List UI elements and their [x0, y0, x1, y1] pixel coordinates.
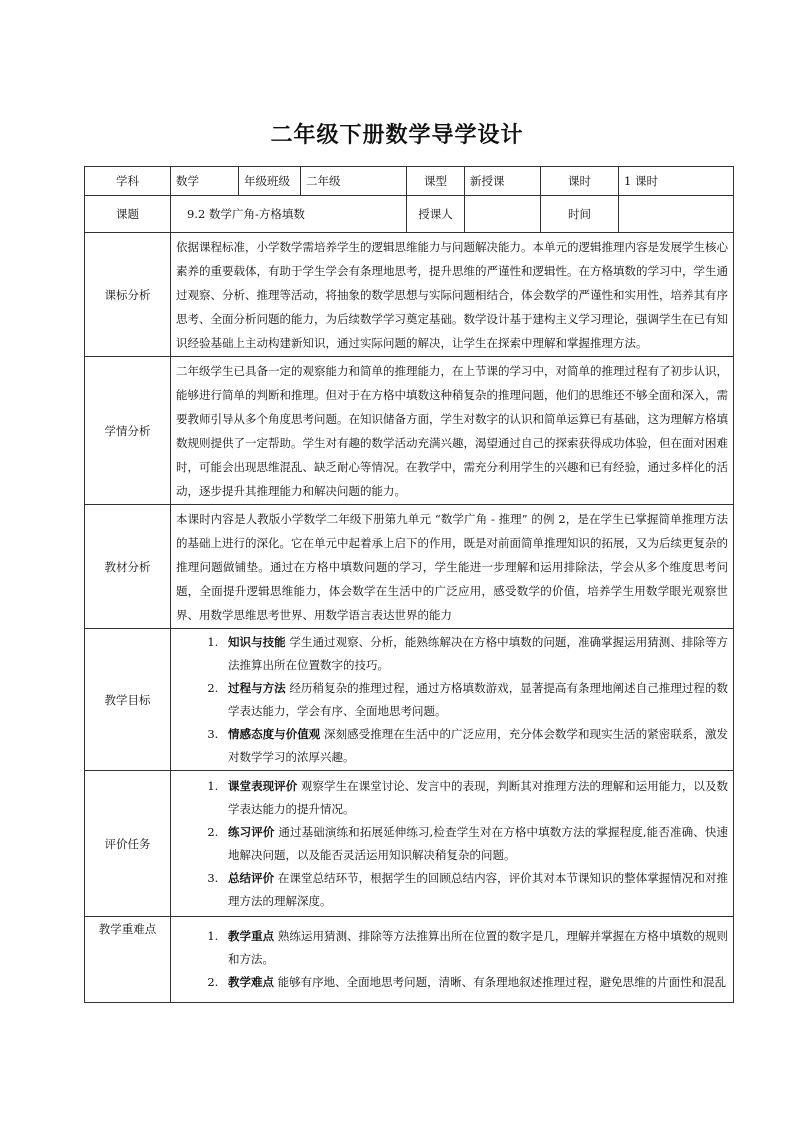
curriculum-row [85, 233, 734, 357]
item-heading: 知识与技能 [228, 634, 286, 649]
list-item [222, 775, 728, 821]
subject-value: 数学 [171, 167, 239, 196]
list-item [222, 677, 728, 723]
item-text: 学生通过观察、分析，能熟练解决在方格中填数的问题，准确掌握运用猜测、排除等方法推算出所在位置数字的技巧。 [228, 634, 728, 672]
list-item [222, 631, 728, 677]
objectives-row [85, 629, 734, 771]
info-row-1 [85, 167, 734, 196]
lesson-type-value: 新授课 [465, 167, 541, 196]
list-item [222, 821, 728, 867]
objectives-label: 教学目标 [85, 629, 171, 771]
item-text: 能够有序地、全面地思考问题，清晰、有条理地叙述推理过程，避免思维的片面性和混乱 [274, 975, 727, 989]
item-text: 经历稍复杂的推理过程，通过方格填数游戏，显著提高有条理地阐述自己推理过程的数学表达能力，学会有序、全面地思考问题。 [228, 680, 728, 718]
list-item [222, 925, 728, 971]
keypoints-list [176, 925, 728, 994]
item-heading: 总结评价 [228, 870, 275, 885]
class-hours-value: 1 课时 [619, 167, 734, 196]
evaluation-cell [171, 771, 734, 917]
item-heading: 课堂表现评价 [228, 778, 298, 793]
topic-value: 9.2 数学广角-方格填数 [171, 196, 407, 233]
item-text: 深刻感受推理在生活中的广泛应用，充分体会数学和现实生活的紧密联系，激发对数学学习的浓厚兴趣。 [228, 726, 728, 764]
list-item [222, 867, 728, 913]
materials-row [85, 505, 734, 629]
evaluation-label: 评价任务 [85, 771, 171, 917]
grade-label: 年级班级 [239, 167, 301, 196]
item-heading: 过程与方法 [228, 680, 286, 695]
keypoints-label: 教学重难点 [85, 917, 171, 1003]
list-item [222, 971, 728, 994]
time-value[interactable] [619, 196, 734, 233]
keypoints-cell [171, 917, 734, 1003]
teacher-label: 授课人 [407, 196, 465, 233]
objectives-cell [171, 629, 734, 771]
item-heading: 教学难点 [228, 975, 274, 989]
time-label: 时间 [541, 196, 619, 233]
objectives-list [176, 631, 728, 769]
learners-text: 二年级学生已具备一定的观察能力和简单的推理能力，在上节课的学习中，对简单的推理过程有了初步认识，能够进行简单的判断和推理。但对于在方格中填数这种稍复杂的推理问题，他们的思维还不够全面和深入，需要教师引导从多个角度思考问题。在知识储备方面，学生对数字的认识和简单运算已有基础，这为理解方格填数规则提供了一定帮助。学生对有趣的数学活动充满兴趣，渴望通过自己的探索获得成功体验，但在面对困难时，可能会出现思维混乱、缺乏耐心等情况。在教学中，需充分利用学生的兴趣和已有经验，通过多样化的活动，逐步提升其推理能力和解决问题的能力。 [171, 357, 734, 505]
item-text: 在课堂总结环节，根据学生的回顾总结内容，评价其对本节课知识的整体掌握情况和对推理方法的理解深度。 [228, 870, 728, 908]
curriculum-label: 课标分析 [85, 233, 171, 357]
item-heading: 情感态度与价值观 [228, 726, 321, 741]
info-row-2 [85, 196, 734, 233]
item-text: 通过基础演练和拓展延伸练习,检查学生对在方格中填数方法的掌握程度,能否准确、快速地解决问题，以及能否灵活运用知识解决稍复杂的问题。 [228, 824, 729, 862]
item-heading: 教学重点 [228, 929, 275, 943]
item-text: 熟练运用猜测、排除等方法推算出所在位置的数字是几，理解并掌握在方格中填数的规则和方法。 [228, 929, 728, 966]
class-hours-label: 课时 [541, 167, 619, 196]
topic-label: 课题 [85, 196, 171, 233]
learners-label: 学情分析 [85, 357, 171, 505]
lesson-plan-table [84, 166, 734, 1003]
keypoints-row [85, 917, 734, 1003]
curriculum-text: 依据课程标准，小学数学需培养学生的逻辑思维能力与问题解决能力。本单元的逻辑推理内容是发展学生核心素养的重要载体，有助于学生学会有条理地思考，提升思维的严谨性和逻辑性。在方格填数的学习中，学生通过观察、分析、推理等活动，将抽象的数学思想与实际问题相结合，体会数学的严谨性和实用性，培养其有序思考、全面分析问题的能力，为后续数学学习奠定基础。数学设计基于建构主义学习理论，强调学生在已有知识经验基础上主动构建新知识，通过实际问题的解决，让学生在探索中理解和掌握推理方法。 [171, 233, 734, 357]
materials-text: 本课时内容是人教版小学数学二年级下册第九单元 “数学广角 - 推理” 的例 2，是在学生已掌握简单推理方法的基础上进行的深化。它在单元中起着承上启下的作用，既是对前面简单推理知识的拓展，又为后续更复杂的推理问题做铺垫。通过在方格中填数问题的学习，学生能进一步理解和运用排除法，学会从多个维度思考问题，全面提升逻辑思维能力，体会数学在生活中的广泛应用，感受数学的价值，培养学生用数学眼光观察世界、用数学思维思考世界、用数学语言表达世界的能力 [171, 505, 734, 629]
list-item [222, 723, 728, 769]
item-text: 观察学生在课堂讨论、发言中的表现，判断其对推理方法的理解和运用能力，以及数学表达能力的提升情况。 [228, 778, 729, 816]
learners-row [85, 357, 734, 505]
grade-value: 二年级 [301, 167, 407, 196]
lesson-type-label: 课型 [407, 167, 465, 196]
evaluation-list [176, 775, 728, 913]
subject-label: 学科 [85, 167, 171, 196]
document-title: 二年级下册数学导学设计 [270, 123, 524, 148]
teacher-value[interactable] [465, 196, 541, 233]
item-heading: 练习评价 [228, 824, 275, 839]
evaluation-row [85, 771, 734, 917]
materials-label: 教材分析 [85, 505, 171, 629]
